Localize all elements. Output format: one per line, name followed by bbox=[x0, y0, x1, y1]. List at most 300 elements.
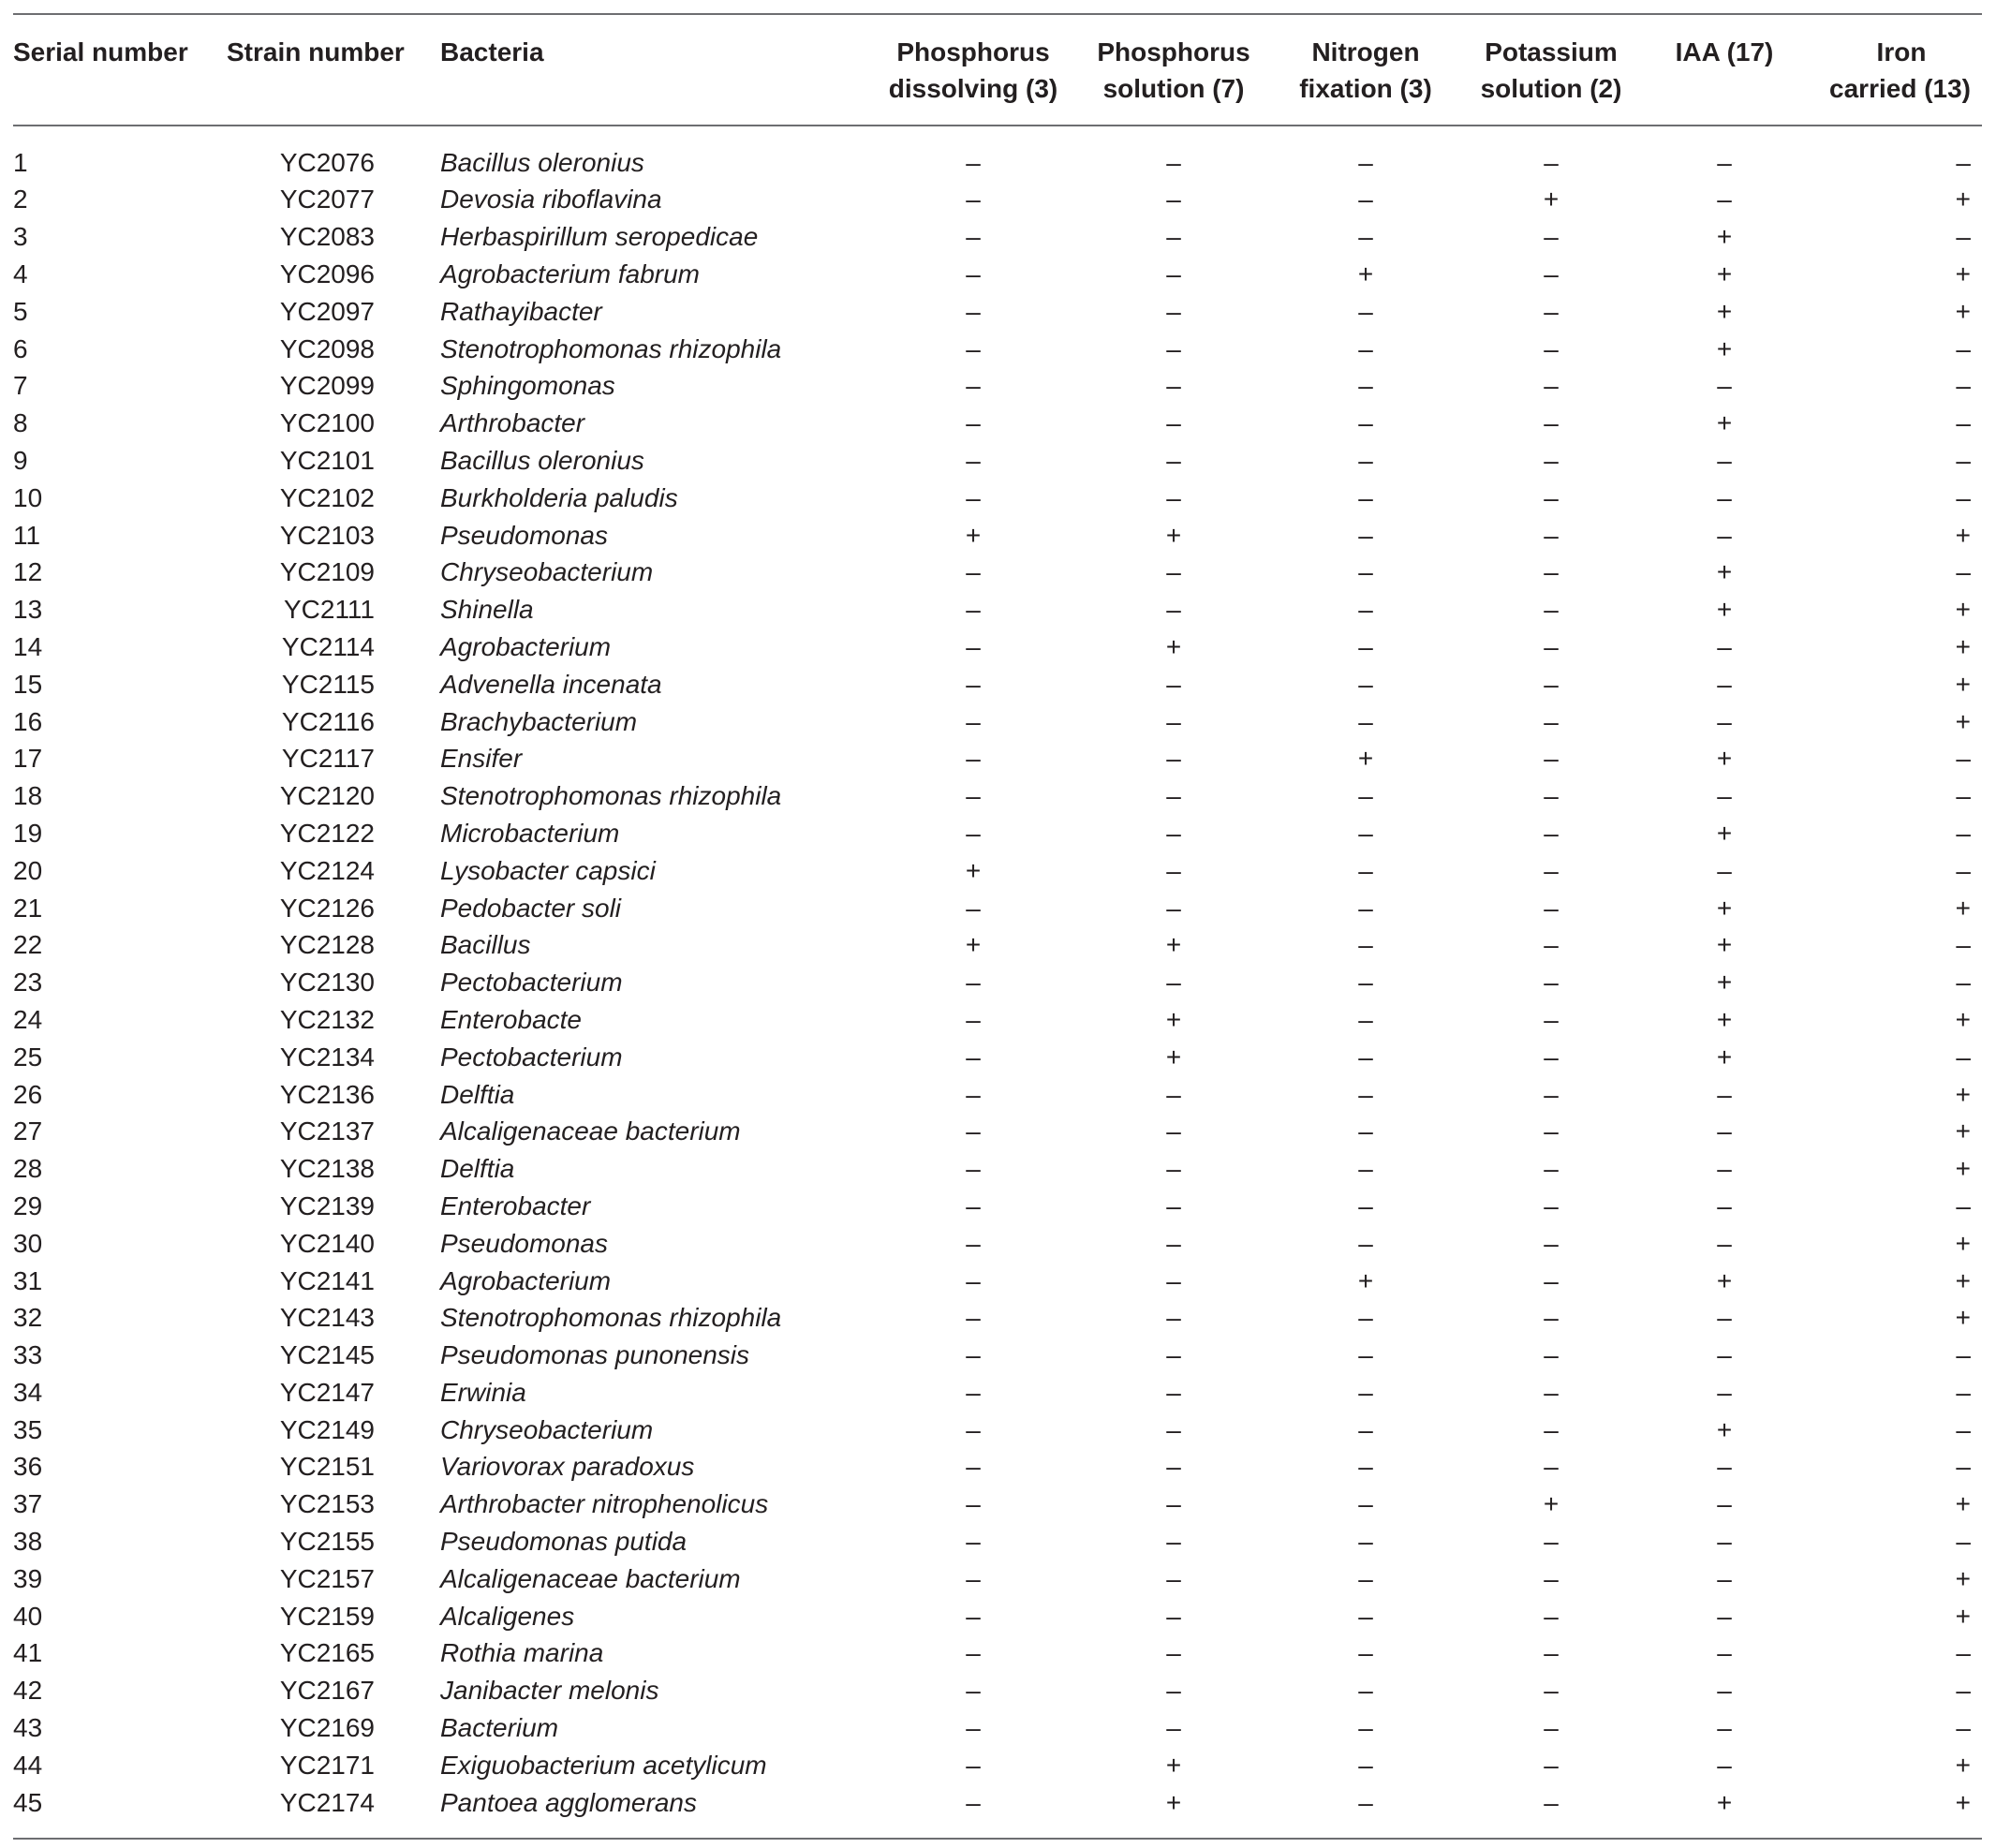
strain-cell: YC2169 bbox=[279, 1713, 375, 1743]
bacteria-cell: Bacillus bbox=[440, 930, 531, 960]
bacteria-cell: Herbaspirillum seropedicae bbox=[440, 222, 759, 252]
bacteria-cell: Lysobacter capsici bbox=[440, 855, 656, 885]
bacteria-cell: Arthrobacter bbox=[440, 408, 585, 438]
phosphorus-dissolving-cell: – bbox=[966, 222, 981, 252]
strain-cell: YC2139 bbox=[279, 1190, 375, 1220]
serial-cell: 14 bbox=[13, 631, 43, 661]
phosphorus-solution-cell: – bbox=[1166, 1713, 1181, 1743]
phosphorus-solution-cell: – bbox=[1166, 1676, 1181, 1706]
phosphorus-solution-cell: + bbox=[1165, 1787, 1182, 1817]
potassium-solution-cell: + bbox=[1543, 1489, 1560, 1519]
serial-cell: 39 bbox=[13, 1563, 43, 1593]
phosphorus-dissolving-cell: + bbox=[965, 930, 982, 960]
header-nitrogen-fixation-line1: Nitrogen bbox=[1311, 37, 1420, 67]
header-iaa: IAA (17) bbox=[1675, 37, 1774, 67]
phosphorus-dissolving-cell: – bbox=[966, 781, 981, 811]
header-row bbox=[13, 15, 1982, 125]
nitrogen-fixation-cell: – bbox=[1358, 706, 1373, 736]
iaa-cell: – bbox=[1717, 1154, 1732, 1184]
bacteria-cell: Devosia riboflavina bbox=[440, 185, 662, 214]
iaa-cell: – bbox=[1717, 1676, 1732, 1706]
iron-carried-cell: – bbox=[1956, 855, 1971, 885]
phosphorus-solution-cell: – bbox=[1166, 968, 1181, 998]
strain-cell: YC2153 bbox=[279, 1489, 375, 1519]
phosphorus-dissolving-cell: – bbox=[966, 1713, 981, 1743]
phosphorus-dissolving-cell: – bbox=[966, 595, 981, 625]
phosphorus-dissolving-cell: – bbox=[966, 1154, 981, 1184]
table-row bbox=[13, 1262, 1982, 1299]
iaa-cell: + bbox=[1716, 222, 1733, 252]
serial-cell: 37 bbox=[13, 1489, 43, 1519]
strain-cell: YC2098 bbox=[279, 333, 375, 363]
potassium-solution-cell: – bbox=[1544, 557, 1559, 587]
iron-carried-cell: + bbox=[1955, 1601, 1971, 1631]
nitrogen-fixation-cell: – bbox=[1358, 1340, 1373, 1370]
iron-carried-cell: – bbox=[1956, 445, 1971, 475]
serial-cell: 2 bbox=[13, 185, 28, 214]
phosphorus-solution-cell: – bbox=[1166, 185, 1181, 214]
bacteria-cell: Pedobacter soli bbox=[440, 893, 622, 923]
potassium-solution-cell: – bbox=[1544, 818, 1559, 848]
iron-carried-cell: – bbox=[1956, 1676, 1971, 1706]
phosphorus-solution-cell: – bbox=[1166, 1079, 1181, 1109]
phosphorus-solution-cell: – bbox=[1166, 147, 1181, 177]
bacteria-cell: Advenella incenata bbox=[440, 669, 662, 699]
potassium-solution-cell: – bbox=[1544, 1190, 1559, 1220]
nitrogen-fixation-cell: – bbox=[1358, 1563, 1373, 1593]
table-row bbox=[13, 256, 1982, 293]
potassium-solution-cell: – bbox=[1544, 147, 1559, 177]
phosphorus-dissolving-cell: – bbox=[966, 1563, 981, 1593]
phosphorus-dissolving-cell: – bbox=[966, 1452, 981, 1482]
phosphorus-dissolving-cell: – bbox=[966, 445, 981, 475]
serial-cell: 20 bbox=[13, 855, 43, 885]
iaa-cell: – bbox=[1717, 371, 1732, 401]
iaa-cell: – bbox=[1717, 1190, 1732, 1220]
serial-cell: 40 bbox=[13, 1601, 43, 1631]
potassium-solution-cell: – bbox=[1544, 893, 1559, 923]
phosphorus-solution-cell: – bbox=[1166, 1190, 1181, 1220]
bacteria-cell: Alcaligenes bbox=[440, 1601, 575, 1631]
bacteria-cell: Agrobacterium bbox=[440, 1265, 612, 1295]
header-nitrogen-fixation bbox=[1274, 15, 1457, 125]
table-row bbox=[13, 1150, 1982, 1188]
bacteria-cell: Rothia marina bbox=[440, 1638, 604, 1668]
iaa-cell: – bbox=[1717, 669, 1732, 699]
serial-cell: 11 bbox=[13, 520, 41, 550]
potassium-solution-cell: – bbox=[1544, 1787, 1559, 1817]
strain-cell: YC2117 bbox=[281, 744, 375, 774]
phosphorus-solution-cell: – bbox=[1166, 855, 1181, 885]
nitrogen-fixation-cell: – bbox=[1358, 1750, 1373, 1780]
nitrogen-fixation-cell: – bbox=[1358, 1713, 1373, 1743]
serial-cell: 4 bbox=[13, 259, 28, 288]
nitrogen-fixation-cell: – bbox=[1358, 1787, 1373, 1817]
phosphorus-dissolving-cell: – bbox=[966, 1377, 981, 1407]
phosphorus-solution-cell: – bbox=[1166, 669, 1181, 699]
phosphorus-dissolving-cell: – bbox=[966, 1787, 981, 1817]
iaa-cell: + bbox=[1716, 1265, 1733, 1295]
iron-carried-cell: – bbox=[1956, 1414, 1971, 1444]
potassium-solution-cell: – bbox=[1544, 1079, 1559, 1109]
iron-carried-cell: + bbox=[1955, 520, 1971, 550]
nitrogen-fixation-cell: – bbox=[1358, 818, 1373, 848]
bacteria-cell: Pectobacterium bbox=[440, 968, 623, 998]
strain-cell: YC2077 bbox=[279, 185, 375, 214]
phosphorus-dissolving-cell: – bbox=[966, 744, 981, 774]
table-row bbox=[13, 442, 1982, 480]
strain-cell: YC2115 bbox=[281, 669, 375, 699]
phosphorus-solution-cell: – bbox=[1166, 222, 1181, 252]
phosphorus-solution-cell: – bbox=[1166, 818, 1181, 848]
phosphorus-dissolving-cell: – bbox=[966, 669, 981, 699]
phosphorus-dissolving-cell: – bbox=[966, 631, 981, 661]
iaa-cell: – bbox=[1717, 1079, 1732, 1109]
iaa-cell: – bbox=[1717, 147, 1732, 177]
bacteria-cell: Variovorax paradoxus bbox=[440, 1452, 695, 1482]
bacteria-cell: Delftia bbox=[440, 1079, 515, 1109]
strain-cell: YC2136 bbox=[279, 1079, 375, 1109]
iaa-cell: – bbox=[1717, 706, 1732, 736]
phosphorus-dissolving-cell: – bbox=[966, 1042, 981, 1072]
nitrogen-fixation-cell: – bbox=[1358, 185, 1373, 214]
strain-cell: YC2101 bbox=[279, 445, 375, 475]
table-row bbox=[13, 1746, 1982, 1783]
serial-cell: 31 bbox=[13, 1265, 43, 1295]
serial-cell: 24 bbox=[13, 1004, 43, 1034]
phosphorus-dissolving-cell: – bbox=[966, 1638, 981, 1668]
iaa-cell: – bbox=[1717, 482, 1732, 512]
table-row bbox=[13, 1448, 1982, 1486]
potassium-solution-cell: – bbox=[1544, 855, 1559, 885]
strain-cell: YC2134 bbox=[279, 1042, 375, 1072]
bacteria-cell: Bacterium bbox=[440, 1713, 559, 1743]
phosphorus-dissolving-cell: – bbox=[966, 1676, 981, 1706]
table-row bbox=[13, 1411, 1982, 1448]
iaa-cell: + bbox=[1716, 1042, 1733, 1072]
potassium-solution-cell: – bbox=[1544, 296, 1559, 326]
phosphorus-solution-cell: – bbox=[1166, 1527, 1181, 1557]
strain-cell: YC2165 bbox=[279, 1638, 375, 1668]
header-phosphorus-solution bbox=[1073, 15, 1274, 125]
iaa-cell: + bbox=[1716, 296, 1733, 326]
table-row bbox=[13, 777, 1982, 815]
serial-cell: 43 bbox=[13, 1713, 43, 1743]
nitrogen-fixation-cell: + bbox=[1357, 744, 1374, 774]
potassium-solution-cell: – bbox=[1544, 1750, 1559, 1780]
potassium-solution-cell: – bbox=[1544, 1116, 1559, 1146]
bacteria-cell: Sphingomonas bbox=[440, 371, 615, 401]
phosphorus-solution-cell: – bbox=[1166, 1452, 1181, 1482]
bacteria-cell: Pseudomonas bbox=[440, 520, 609, 550]
potassium-solution-cell: – bbox=[1544, 1265, 1559, 1295]
strain-cell: YC2159 bbox=[279, 1601, 375, 1631]
phosphorus-solution-cell: + bbox=[1165, 1750, 1182, 1780]
phosphorus-solution-cell: – bbox=[1166, 296, 1181, 326]
header-strain-number: Strain number bbox=[227, 37, 405, 67]
strain-cell: YC2116 bbox=[281, 706, 375, 736]
strain-cell: YC2167 bbox=[279, 1676, 375, 1706]
iaa-cell: – bbox=[1717, 1601, 1732, 1631]
iron-carried-cell: + bbox=[1955, 1004, 1971, 1034]
iaa-cell: + bbox=[1716, 408, 1733, 438]
phosphorus-dissolving-cell: – bbox=[966, 1116, 981, 1146]
serial-cell: 25 bbox=[13, 1042, 43, 1072]
phosphorus-solution-cell: + bbox=[1165, 1042, 1182, 1072]
phosphorus-solution-cell: – bbox=[1166, 557, 1181, 587]
serial-cell: 34 bbox=[13, 1377, 43, 1407]
strain-cell: YC2174 bbox=[279, 1787, 375, 1817]
phosphorus-dissolving-cell: – bbox=[966, 1750, 981, 1780]
strain-cell: YC2149 bbox=[279, 1414, 375, 1444]
header-iron-carried-line1: Iron bbox=[1876, 37, 1927, 67]
phosphorus-solution-cell: – bbox=[1166, 744, 1181, 774]
iron-carried-cell: + bbox=[1955, 706, 1971, 736]
strain-cell: YC2157 bbox=[279, 1563, 375, 1593]
bacteria-cell: Bacillus oleronius bbox=[440, 445, 644, 475]
header-phosphorus-dissolving-line1: Phosphorus bbox=[896, 37, 1050, 67]
nitrogen-fixation-cell: – bbox=[1358, 930, 1373, 960]
phosphorus-solution-cell: + bbox=[1165, 930, 1182, 960]
serial-cell: 23 bbox=[13, 968, 43, 998]
serial-cell: 19 bbox=[13, 818, 43, 848]
iron-carried-cell: + bbox=[1955, 1265, 1971, 1295]
iaa-cell: + bbox=[1716, 333, 1733, 363]
potassium-solution-cell: – bbox=[1544, 259, 1559, 288]
phosphorus-dissolving-cell: – bbox=[966, 968, 981, 998]
iron-carried-cell: – bbox=[1956, 1042, 1971, 1072]
header-phosphorus-dissolving-line2: dissolving (3) bbox=[888, 74, 1058, 103]
iaa-cell: + bbox=[1716, 744, 1733, 774]
iaa-cell: – bbox=[1717, 1377, 1732, 1407]
strain-cell: YC2114 bbox=[281, 631, 375, 661]
iaa-cell: + bbox=[1716, 557, 1733, 587]
strain-cell: YC2130 bbox=[279, 968, 375, 998]
phosphorus-dissolving-cell: – bbox=[966, 296, 981, 326]
phosphorus-dissolving-cell: – bbox=[966, 706, 981, 736]
phosphorus-solution-cell: + bbox=[1165, 520, 1182, 550]
iron-carried-cell: + bbox=[1955, 595, 1971, 625]
bacteria-cell: Ensifer bbox=[440, 744, 523, 774]
phosphorus-solution-cell: – bbox=[1166, 482, 1181, 512]
iaa-cell: – bbox=[1717, 631, 1732, 661]
potassium-solution-cell: + bbox=[1543, 185, 1560, 214]
table-row bbox=[13, 1523, 1982, 1560]
phosphorus-dissolving-cell: + bbox=[965, 520, 982, 550]
serial-cell: 28 bbox=[13, 1154, 43, 1184]
table-row bbox=[13, 964, 1982, 1001]
nitrogen-fixation-cell: – bbox=[1358, 1527, 1373, 1557]
strain-cell: YC2147 bbox=[279, 1377, 375, 1407]
header-iron-carried bbox=[1804, 15, 1982, 125]
iron-carried-cell: – bbox=[1956, 371, 1971, 401]
iron-carried-cell: – bbox=[1956, 147, 1971, 177]
bacteria-cell: Stenotrophomonas rhizophila bbox=[440, 333, 782, 363]
nitrogen-fixation-cell: – bbox=[1358, 893, 1373, 923]
phosphorus-solution-cell: – bbox=[1166, 706, 1181, 736]
table-row bbox=[13, 1075, 1982, 1113]
bacteria-cell: Enterobacter bbox=[440, 1190, 591, 1220]
serial-cell: 41 bbox=[13, 1638, 43, 1668]
iaa-cell: + bbox=[1716, 259, 1733, 288]
bacteria-cell: Microbacterium bbox=[440, 818, 620, 848]
iron-carried-cell: – bbox=[1956, 1713, 1971, 1743]
phosphorus-dissolving-cell: – bbox=[966, 147, 981, 177]
header-phosphorus-solution-line1: Phosphorus bbox=[1097, 37, 1250, 67]
iaa-cell: + bbox=[1716, 1004, 1733, 1034]
strain-cell: YC2126 bbox=[279, 893, 375, 923]
table-row bbox=[13, 367, 1982, 405]
iaa-cell: + bbox=[1716, 1787, 1733, 1817]
header-phosphorus-solution-line2: solution (7) bbox=[1102, 74, 1245, 103]
strain-cell: YC2076 bbox=[279, 147, 375, 177]
nitrogen-fixation-cell: – bbox=[1358, 1154, 1373, 1184]
table-row bbox=[13, 702, 1982, 740]
phosphorus-dissolving-cell: – bbox=[966, 1489, 981, 1519]
phosphorus-solution-cell: + bbox=[1165, 631, 1182, 661]
serial-cell: 1 bbox=[13, 147, 28, 177]
table-row bbox=[13, 1038, 1982, 1075]
bacteria-cell: Agrobacterium bbox=[440, 631, 612, 661]
iron-carried-cell: – bbox=[1956, 222, 1971, 252]
nitrogen-fixation-cell: – bbox=[1358, 595, 1373, 625]
strain-cell: YC2155 bbox=[279, 1527, 375, 1557]
table-body bbox=[13, 125, 1982, 1821]
iaa-cell: – bbox=[1717, 1452, 1732, 1482]
nitrogen-fixation-cell: – bbox=[1358, 445, 1373, 475]
iaa-cell: – bbox=[1717, 1489, 1732, 1519]
iaa-cell: – bbox=[1717, 1563, 1732, 1593]
bacteria-cell: Stenotrophomonas rhizophila bbox=[440, 781, 782, 811]
bacteria-cell: Exiguobacterium acetylicum bbox=[440, 1750, 767, 1780]
potassium-solution-cell: – bbox=[1544, 408, 1559, 438]
nitrogen-fixation-cell: – bbox=[1358, 855, 1373, 885]
strain-cell: YC2138 bbox=[279, 1154, 375, 1184]
potassium-solution-cell: – bbox=[1544, 968, 1559, 998]
header-potassium-solution-line1: Potassium bbox=[1485, 37, 1618, 67]
phosphorus-dissolving-cell: – bbox=[966, 333, 981, 363]
bacteria-cell: Erwinia bbox=[440, 1377, 526, 1407]
table-row bbox=[13, 851, 1982, 889]
phosphorus-solution-cell: – bbox=[1166, 1265, 1181, 1295]
potassium-solution-cell: – bbox=[1544, 1452, 1559, 1482]
phosphorus-solution-cell: – bbox=[1166, 781, 1181, 811]
nitrogen-fixation-cell: – bbox=[1358, 968, 1373, 998]
nitrogen-fixation-cell: – bbox=[1358, 222, 1373, 252]
nitrogen-fixation-cell: – bbox=[1358, 408, 1373, 438]
iron-carried-cell: – bbox=[1956, 333, 1971, 363]
phosphorus-dissolving-cell: – bbox=[966, 185, 981, 214]
table-row bbox=[13, 125, 1982, 181]
serial-cell: 38 bbox=[13, 1527, 43, 1557]
nitrogen-fixation-cell: – bbox=[1358, 1116, 1373, 1146]
iaa-cell: + bbox=[1716, 818, 1733, 848]
strain-cell: YC2132 bbox=[279, 1004, 375, 1034]
phosphorus-dissolving-cell: – bbox=[966, 1303, 981, 1333]
potassium-solution-cell: – bbox=[1544, 669, 1559, 699]
bacteria-cell: Chryseobacterium bbox=[440, 1414, 654, 1444]
bacteria-cell: Delftia bbox=[440, 1154, 515, 1184]
serial-cell: 13 bbox=[13, 595, 43, 625]
phosphorus-solution-cell: – bbox=[1166, 1377, 1181, 1407]
iron-carried-cell: + bbox=[1955, 1750, 1971, 1780]
serial-cell: 9 bbox=[13, 445, 28, 475]
nitrogen-fixation-cell: – bbox=[1358, 557, 1373, 587]
serial-cell: 32 bbox=[13, 1303, 43, 1333]
table-row bbox=[13, 1337, 1982, 1374]
table-row bbox=[13, 218, 1982, 256]
serial-cell: 33 bbox=[13, 1340, 43, 1370]
serial-cell: 27 bbox=[13, 1116, 43, 1146]
phosphorus-dissolving-cell: – bbox=[966, 482, 981, 512]
strain-cell: YC2097 bbox=[279, 296, 375, 326]
nitrogen-fixation-cell: – bbox=[1358, 371, 1373, 401]
iaa-cell: + bbox=[1716, 968, 1733, 998]
phosphorus-solution-cell: – bbox=[1166, 1638, 1181, 1668]
header-potassium-solution-line2: solution (2) bbox=[1480, 74, 1622, 103]
nitrogen-fixation-cell: + bbox=[1357, 1265, 1374, 1295]
iron-carried-cell: + bbox=[1955, 259, 1971, 288]
table-row bbox=[13, 740, 1982, 777]
bacteria-cell: Janibacter melonis bbox=[440, 1676, 659, 1706]
iron-carried-cell: + bbox=[1955, 1154, 1971, 1184]
phosphorus-solution-cell: – bbox=[1166, 333, 1181, 363]
nitrogen-fixation-cell: – bbox=[1358, 1489, 1373, 1519]
iron-carried-cell: – bbox=[1956, 930, 1971, 960]
table-row bbox=[13, 628, 1982, 666]
phosphorus-dissolving-cell: – bbox=[966, 1414, 981, 1444]
potassium-solution-cell: – bbox=[1544, 1340, 1559, 1370]
serial-cell: 10 bbox=[13, 482, 43, 512]
serial-cell: 26 bbox=[13, 1079, 43, 1109]
potassium-solution-cell: – bbox=[1544, 631, 1559, 661]
phosphorus-dissolving-cell: – bbox=[966, 1601, 981, 1631]
nitrogen-fixation-cell: – bbox=[1358, 631, 1373, 661]
phosphorus-dissolving-cell: + bbox=[965, 855, 982, 885]
iaa-cell: + bbox=[1716, 1414, 1733, 1444]
strain-cell: YC2109 bbox=[279, 557, 375, 587]
strain-function-table bbox=[13, 15, 1982, 1821]
potassium-solution-cell: – bbox=[1544, 222, 1559, 252]
phosphorus-solution-cell: – bbox=[1166, 1563, 1181, 1593]
serial-cell: 45 bbox=[13, 1787, 43, 1817]
iaa-cell: – bbox=[1717, 855, 1732, 885]
bacteria-cell: Arthrobacter nitrophenolicus bbox=[440, 1489, 769, 1519]
potassium-solution-cell: – bbox=[1544, 1676, 1559, 1706]
table-row bbox=[13, 1374, 1982, 1412]
bacteria-cell: Burkholderia paludis bbox=[440, 482, 678, 512]
nitrogen-fixation-cell: – bbox=[1358, 669, 1373, 699]
table-row bbox=[13, 815, 1982, 852]
bacteria-cell: Pantoea agglomerans bbox=[440, 1787, 697, 1817]
table-row bbox=[13, 1188, 1982, 1225]
table-row bbox=[13, 1299, 1982, 1337]
table-row bbox=[13, 1560, 1982, 1597]
potassium-solution-cell: – bbox=[1544, 1303, 1559, 1333]
nitrogen-fixation-cell: – bbox=[1358, 781, 1373, 811]
iron-carried-cell: + bbox=[1955, 1116, 1971, 1146]
header-phosphorus-dissolving bbox=[873, 15, 1073, 125]
phosphorus-dissolving-cell: – bbox=[966, 818, 981, 848]
iron-carried-cell: – bbox=[1956, 818, 1971, 848]
iron-carried-cell: – bbox=[1956, 1527, 1971, 1557]
serial-cell: 29 bbox=[13, 1190, 43, 1220]
bacteria-cell: Alcaligenaceae bacterium bbox=[440, 1563, 741, 1593]
table-row bbox=[13, 330, 1982, 367]
phosphorus-solution-cell: + bbox=[1165, 1004, 1182, 1034]
phosphorus-dissolving-cell: – bbox=[966, 1004, 981, 1034]
bacteria-cell: Alcaligenaceae bacterium bbox=[440, 1116, 741, 1146]
